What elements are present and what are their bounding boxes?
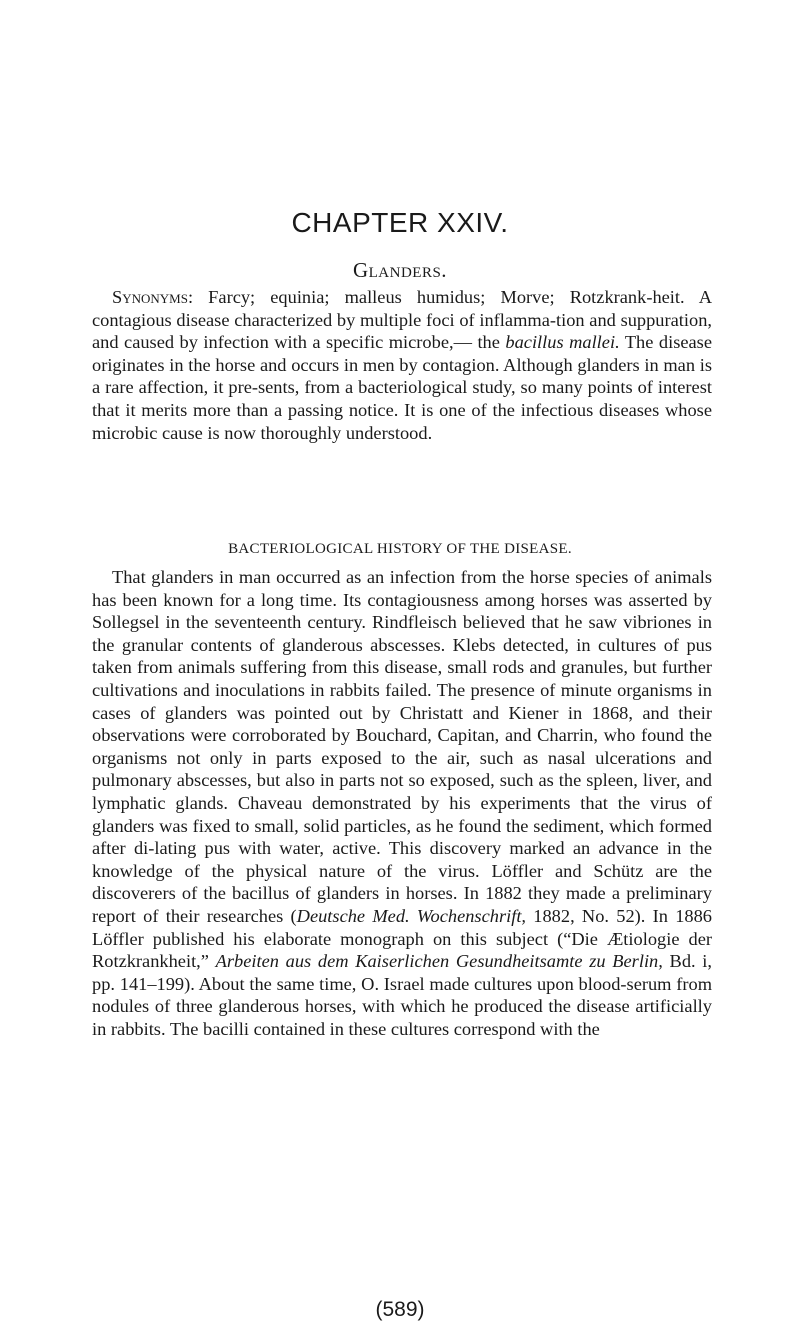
page-number: (589) — [375, 1298, 425, 1321]
paragraph-text: : Farcy; equinia; malleus humidus; Morve; Rotzkrank-heit. A contagious disease characterized by multiple foci of inflamma-tion and suppuration, and caused by infection with a specific microbe,— the — [92, 287, 712, 353]
section-subheading: BACTERIOLOGICAL HISTORY OF THE DISEASE. — [228, 541, 572, 557]
synonyms-label: Synonyms — [112, 287, 188, 307]
citation-italic: Arbeiten aus dem Kaiserlichen Gesundheitsamte zu Berlin, — [215, 951, 663, 972]
paragraph-text: Bd. i, pp. 141–199). About the same time, O. Israel made cultures upon blood-serum from nodules of three glanderous horses, with which he produced the disease artificially in rabbits. The bacilli contained in these cultures correspond with the — [92, 951, 713, 1039]
citation-italic: Deutsche Med. Wochenschrift, — [296, 905, 527, 926]
chapter-title: CHAPTER XXIV. — [291, 207, 509, 238]
synonyms-paragraph — [92, 286, 712, 444]
history-paragraph — [92, 566, 712, 1040]
paragraph-text: 1882, No. 52). In 1886 Löffler published his elaborate monograph on this subject (“Die Ætiologie der Rotzkrankheit,” — [92, 905, 712, 972]
italic-term: bacillus mallei. — [505, 332, 620, 353]
paragraph-text: The disease originates in the horse and occurs in men by contagion. Although glanders in man is a rare affection, it pre-sents, from a bacteriological study, so many points of interest that it merits more than a passing notice. It is one of the infectious diseases whose microbic cause is now thoroughly understood. — [92, 332, 712, 443]
paragraph-text: That glanders in man occurred as an infection from the horse species of animals has been known for a long time. Its contagiousness among horses was asserted by Sollegsel in the seventeenth century. Rindfleisch believed that he saw vibriones in the granular contents of glanderous abscesses. Klebs detected, in cultures of pus taken from animals suffering from this disease, small rods and granules, but further cultivations and inoculations in rabbits failed. The presence of minute organisms in cases of glanders was pointed out by Christatt and Kiener in 1868, and their observations were corroborated by Bouchard, Capitan, and Charrin, who found the organisms not only in parts exposed to the air, such as nasal ulcerations and pulmonary abscesses, but also in parts not so exposed, such as the spleen, liver, and lymphatic glands. Chaveau demonstrated by his experiments that the virus of glanders was fixed to small, solid particles, as he found the sediment, which formed after di-lating pus with water, active. This discovery marked an advance in the knowledge of the physical nature of the virus. Löffler and Schütz are the discoverers of the bacillus of glanders in horses. In 1882 they made a preliminary report of their researches ( — [92, 567, 712, 926]
section-title: Glanders. — [352, 258, 448, 282]
